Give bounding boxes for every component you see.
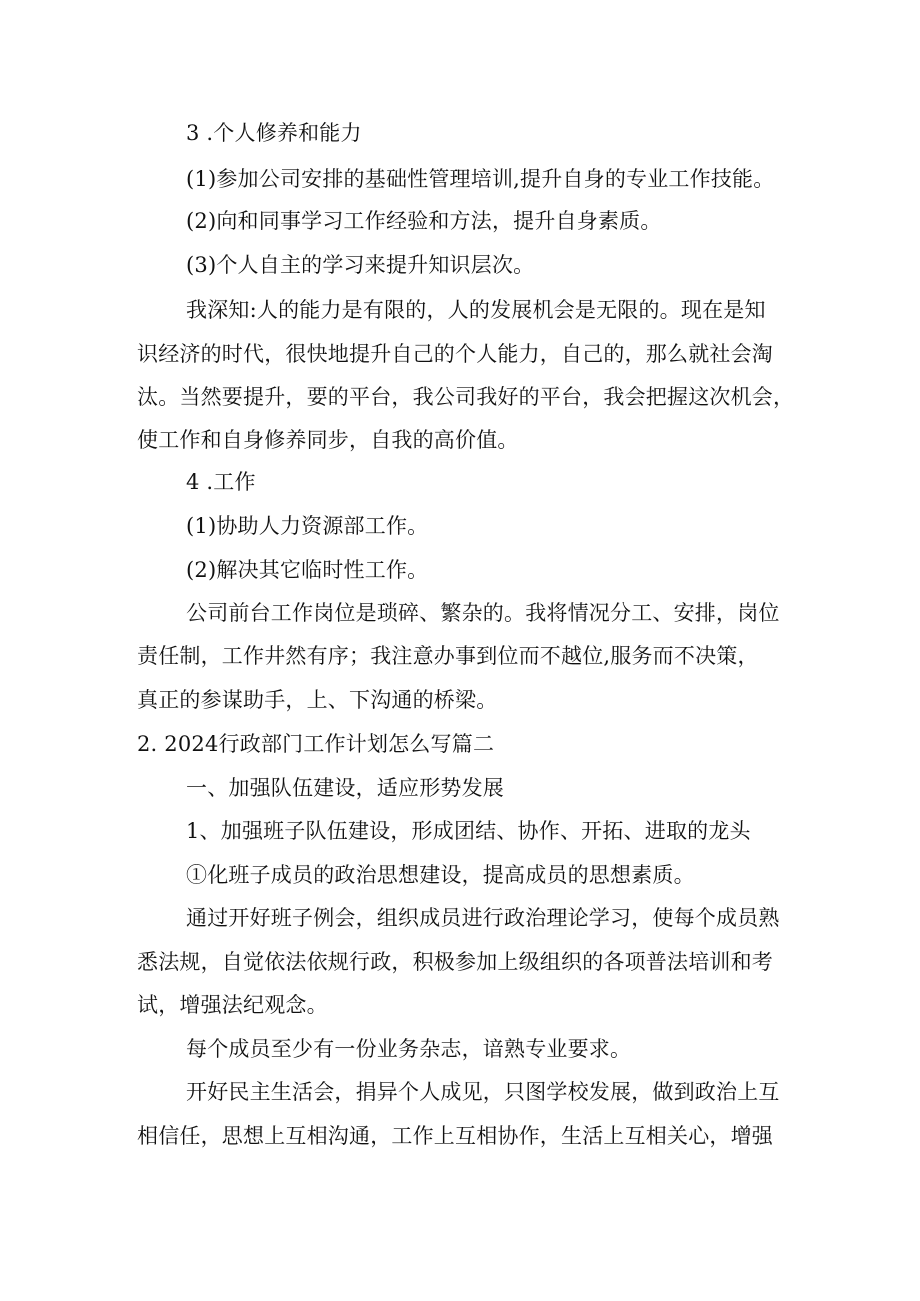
paragraph-line: 汰。当然要提升，要的平台，我公司我好的平台，我会把握这次机会， [137, 385, 795, 409]
section-heading: 一、加强队伍建设，适应形势发展 [186, 776, 504, 800]
paragraph-line: 真正的参谋助手，上、下沟通的桥梁。 [137, 688, 498, 712]
paragraph-line: 试，增强法纪观念。 [137, 993, 328, 1017]
paragraph-line: 使工作和自身修养同步，自我的高价值。 [137, 428, 519, 452]
paragraph-line: 通过开好班子例会，组织成员进行政治理论学习，使每个成员熟 [186, 906, 780, 930]
section-heading-personal-cultivation: 3 .个人修养和能力 [186, 121, 362, 145]
article-title: 2. 2024行政部门工作计划怎么写篇二 [137, 732, 495, 756]
list-item: (1)参加公司安排的基础性管理培训,提升自身的专业工作技能。 [186, 167, 775, 191]
list-item: (2)向和同事学习工作经验和方法，提升自身素质。 [186, 209, 662, 233]
paragraph-line: 悉法规，自觉依法依规行政，积极参加上级组织的各项普法培训和考 [137, 950, 773, 974]
paragraph-line: 我深知:人的能力是有限的，人的发展机会是无限的。现在是知 [186, 298, 766, 322]
paragraph-line: 识经济的时代，很快地提升自己的个人能力，自己的，那么就社会淘 [137, 342, 773, 366]
list-item: (2)解决其它临时性工作。 [186, 558, 429, 582]
subsection-heading: 1、加强班子队伍建设，形成团结、协作、开拓、进取的龙头 [186, 819, 751, 843]
paragraph-line: 每个成员至少有一份业务杂志，谙熟专业要求。 [186, 1037, 632, 1061]
section-heading-work: 4 .工作 [186, 470, 256, 494]
paragraph-line: 责任制，工作井然有序；我注意办事到位而不越位,服务而不决策， [137, 644, 759, 668]
list-item: (3)个人自主的学习来提升知识层次。 [186, 253, 535, 277]
list-item: (1)协助人力资源部工作。 [186, 514, 429, 538]
paragraph-line: 相信任，思想上互相沟通，工作上互相协作，生活上互相关心，增强 [137, 1124, 773, 1148]
list-item: ①化班子成员的政治思想建设，提高成员的思想素质。 [186, 863, 695, 887]
paragraph-line: 公司前台工作岗位是琐碎、繁杂的。我将情况分工、安排，岗位 [186, 601, 780, 625]
paragraph-line: 开好民主生活会，捐异个人成见，只图学校发展，做到政治上互 [186, 1080, 780, 1104]
